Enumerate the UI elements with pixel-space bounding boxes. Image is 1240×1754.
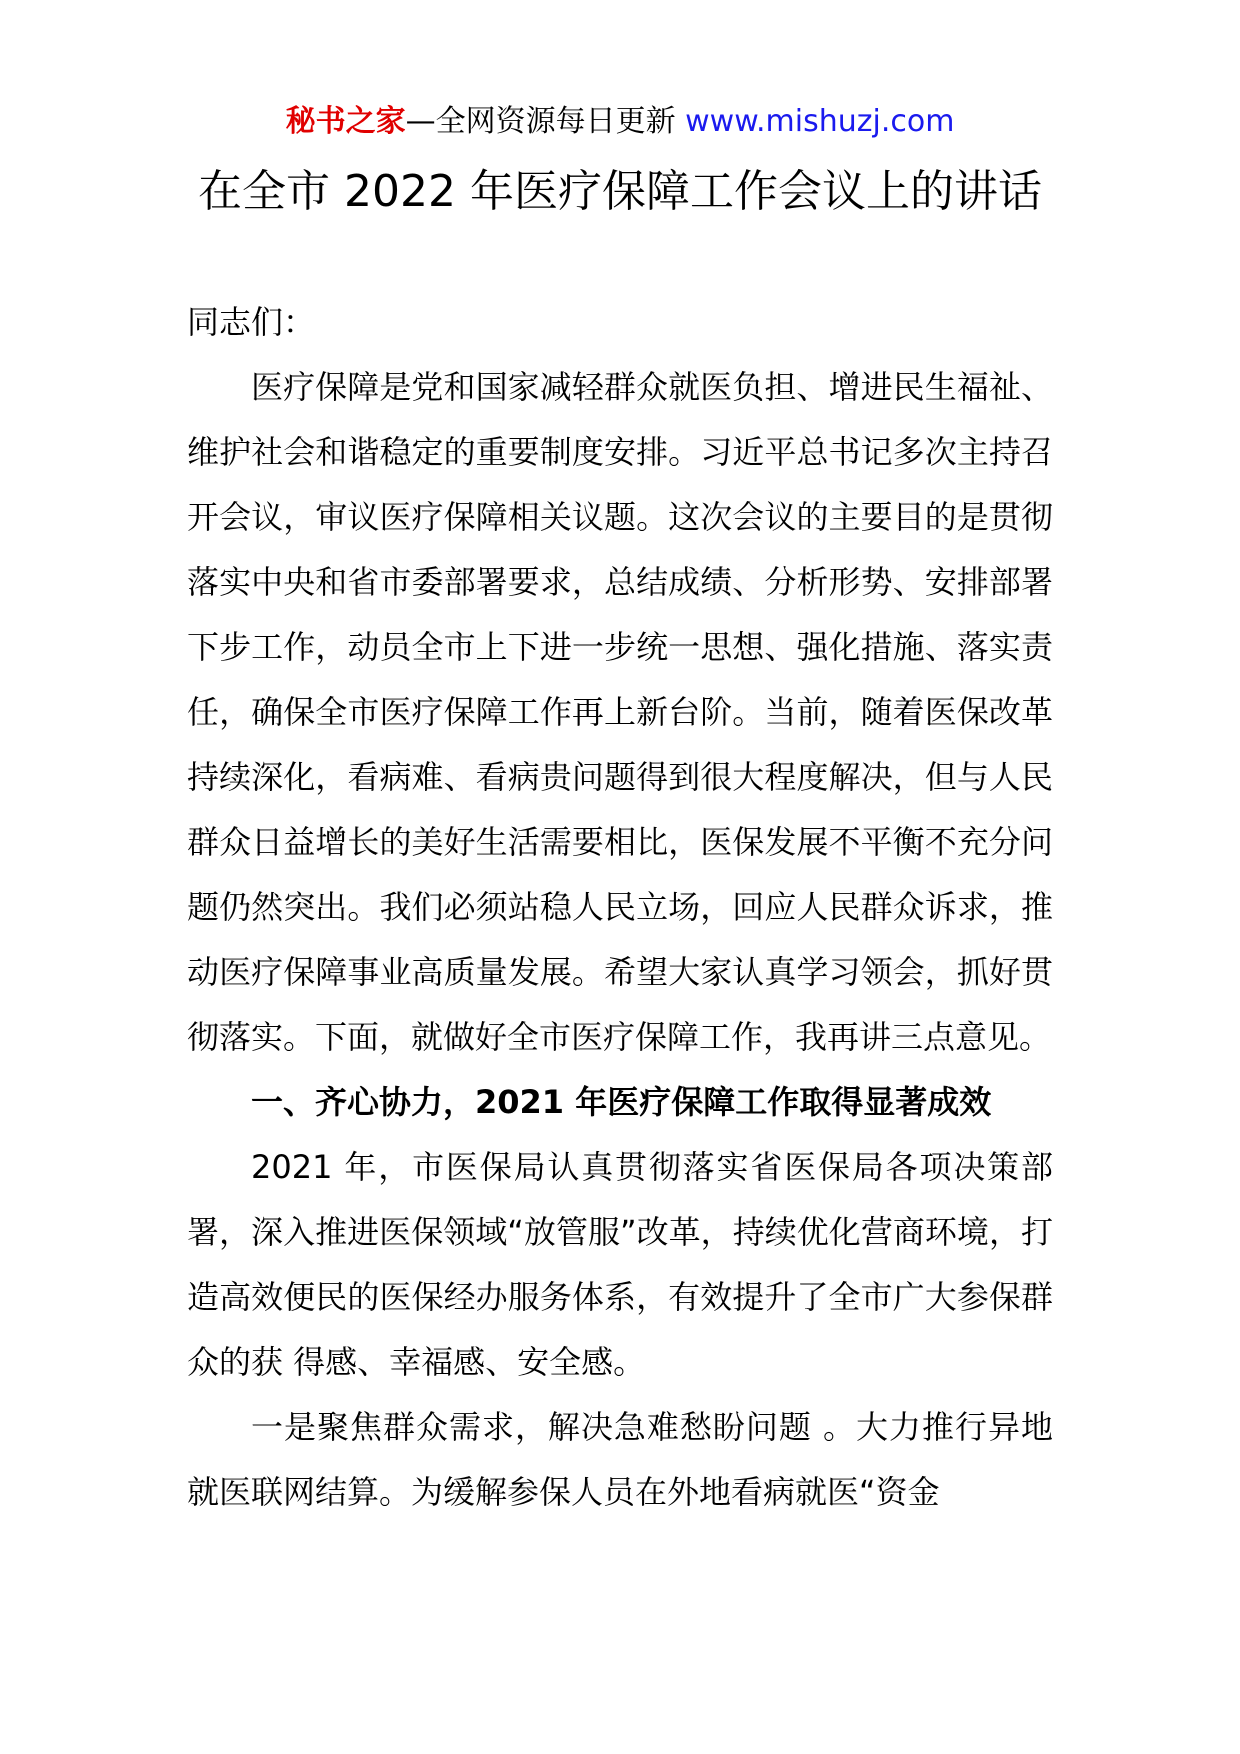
site-header (0, 102, 1240, 142)
header-tagline: —全网资源每日更新 (405, 104, 686, 139)
site-url-link[interactable]: www.mishuzj.com (685, 104, 955, 139)
body-paragraph: 2021 年，市医保局认真贯彻落实省医保局各项决策部署，深入推进医保领域“放管服”改革，持续优化营商环境，打造高效便民的医保经办服务体系，有效提升了全市广大参保群众的获 得感、幸福感、安全感。 (187, 1148, 1053, 1381)
brand-name: 秘书之家 (285, 104, 406, 139)
document-body (187, 290, 1053, 1525)
body-paragraph: 一是聚焦群众需求，解决急难愁盼问题 。大力推行异地就医联网结算。为缓解参保人员在外地看病就医“资金 (187, 1408, 1053, 1511)
body-paragraph: 医疗保障是党和国家减轻群众就医负担、增进民生福祉、维护社会和谐稳定的重要制度安排。习近平总书记多次主持召开会议，审议医疗保障相关议题。这次会议的主要目的是贯彻落实中央和省市委部署要求，总结成绩、分析形势、安排部署下步工作，动员全市上下进一步统一思想、强化措施、落实责任，确保全市医疗保障工作再上新台阶。当前，随着医保改革持续深化，看病难、看病贵问题得到很大程度解决，但与人民群众日益增长的美好生活需要相比，医保发展不平衡不充分问题仍然突出。我们必须站稳人民立场，回应人民群众诉求，推动医疗保障事业高质量发展。希望大家认真学习领会，抓好贯彻落实。下面，就做好全市医疗保障工作，我再讲三点意见。 (187, 368, 1053, 1056)
salutation: 同志们： (187, 303, 316, 341)
section-heading: 一、齐心协力，2021 年医疗保障工作取得显著成效 (251, 1083, 992, 1121)
document-title: 在全市 2022 年医疗保障工作会议上的讲话 (198, 166, 1042, 217)
